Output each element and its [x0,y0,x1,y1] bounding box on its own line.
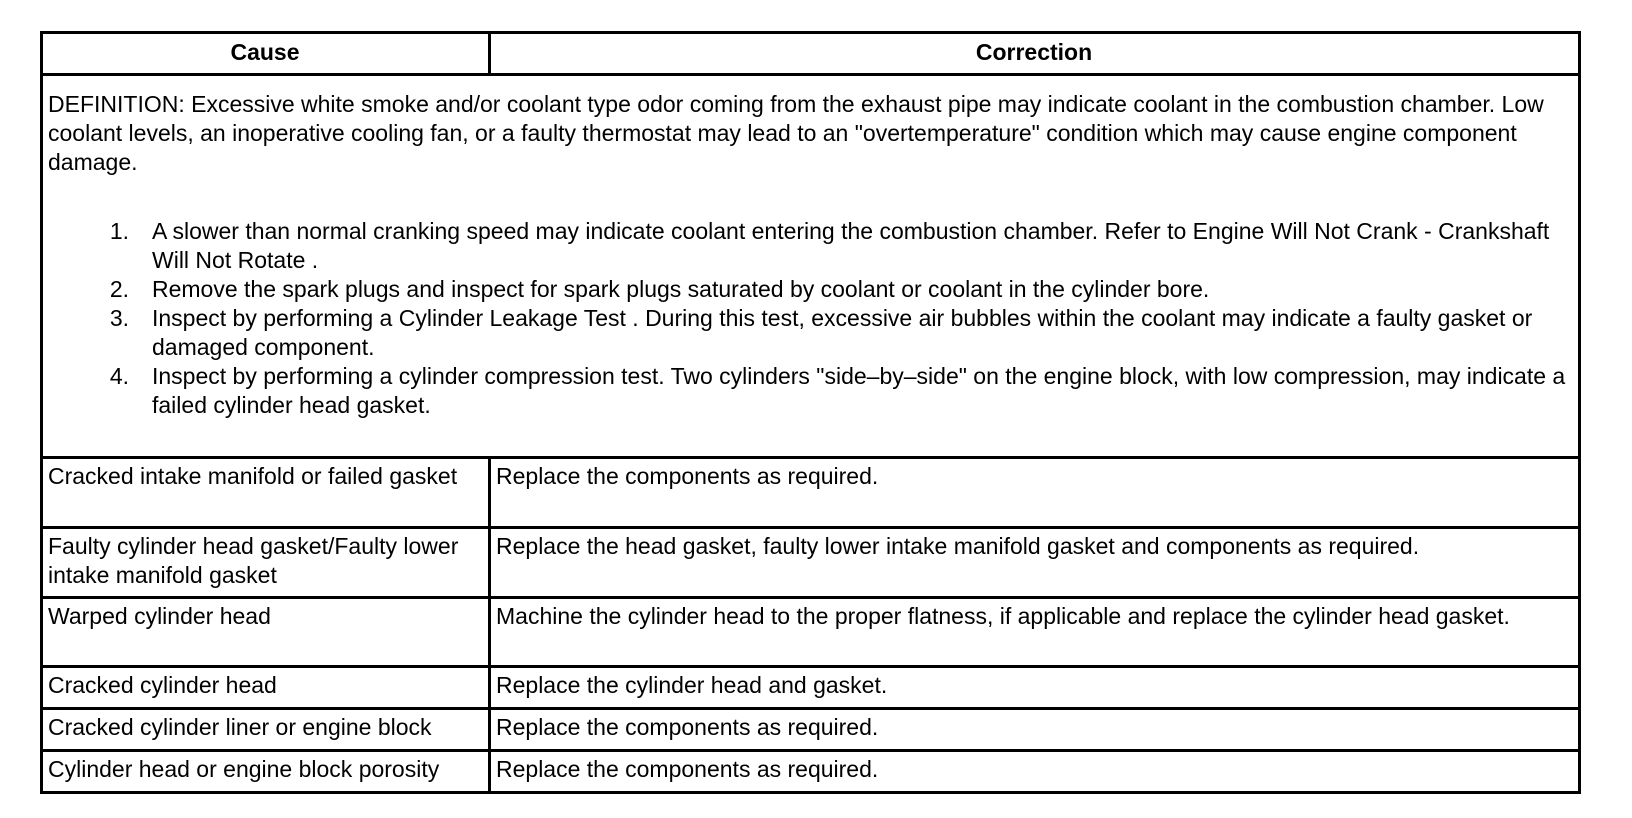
definition-text: DEFINITION: Excessive white smoke and/or coolant type odor coming from the exhaust pipe may indicate coolant in the combustion chamber. Low coolant levels, an inoperative cooling fan, or a faulty thermostat may lead to an "overtemperature" condition which may cause engine component damage. [48,91,1544,175]
correction-cell: Replace the head gasket, faulty lower intake manifold gasket and components as required. [490,528,1580,598]
cause-cell: Cracked cylinder liner or engine block [42,709,490,751]
correction-cell: Replace the components as required. [490,751,1580,793]
cause-cell: Cylinder head or engine block porosity [42,751,490,793]
table-row [42,528,1580,598]
table-row [42,598,1580,667]
cause-cell: Cracked cylinder head [42,667,490,709]
cause-cell: Warped cylinder head [42,598,490,667]
correction-column-header: Correction [490,33,1580,75]
correction-cell: Replace the components as required. [490,709,1580,751]
step-number: 1. [109,218,129,244]
table-row [42,751,1580,793]
step-item [48,304,1572,362]
step-number: 2. [109,276,129,302]
cause-cell: Cracked intake manifold or failed gasket [42,458,490,528]
correction-cell: Replace the components as required. [490,458,1580,528]
correction-cell: Machine the cylinder head to the proper flatness, if applicable and replace the cylinder head gasket. [490,598,1580,667]
step-number: 3. [109,305,129,331]
step-text: A slower than normal cranking speed may indicate coolant entering the combustion chamber. Refer to Engine Will Not Crank - Crankshaft Will Not Rotate . [152,218,1550,273]
header-row [42,33,1580,75]
table-row [42,667,1580,709]
definition-cell [42,75,1580,458]
correction-cell: Replace the cylinder head and gasket. [490,667,1580,709]
definition-row [42,75,1580,458]
step-text: Inspect by performing a cylinder compression test. Two cylinders "side–by–side" on the engine block, with low compression, may indicate a failed cylinder head gasket. [152,363,1566,418]
step-item [48,217,1572,275]
step-item [48,362,1572,420]
diagnostic-table [40,31,1581,794]
table-row [42,709,1580,751]
step-text: Inspect by performing a Cylinder Leakage Test . During this test, excessive air bubbles within the coolant may indicate a faulty gasket or damaged component. [152,305,1533,360]
step-number: 4. [109,363,129,389]
step-text: Remove the spark plugs and inspect for spark plugs saturated by coolant or coolant in the cylinder bore. [152,276,1210,302]
step-item [48,275,1572,304]
cause-column-header: Cause [42,33,490,75]
table-row [42,458,1580,528]
diagnostic-steps-list [48,217,1572,420]
cause-cell: Faulty cylinder head gasket/Faulty lower intake manifold gasket [42,528,490,598]
